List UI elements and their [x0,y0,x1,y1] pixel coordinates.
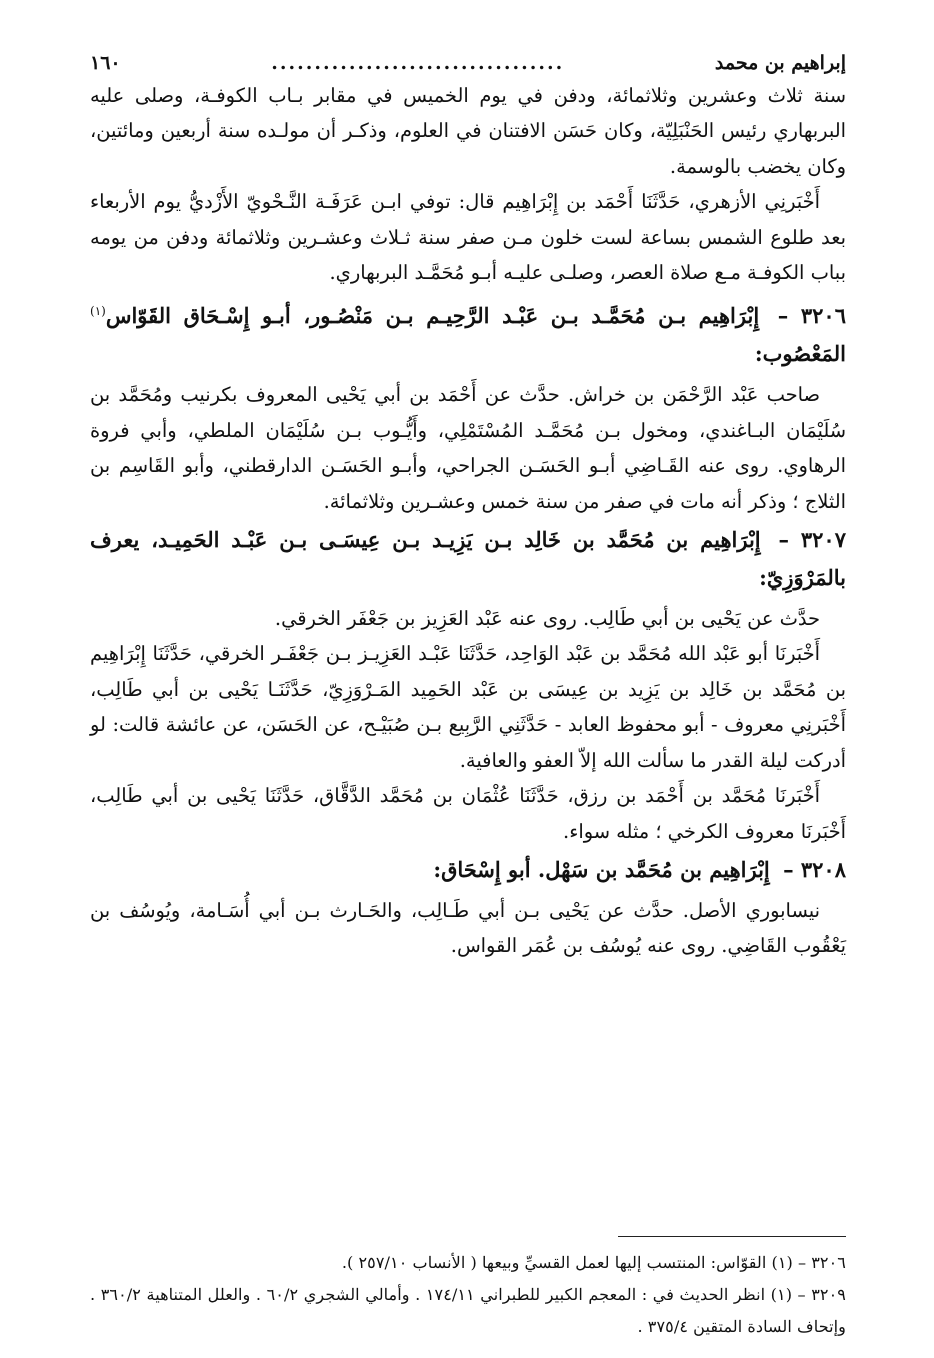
running-title: إبراهيم بن محمد [714,52,846,74]
entry-heading-3208 [90,851,846,889]
paragraph-continuation: سنة ثلاث وعشرين وثلاثمائة، ودفن في يوم الخميس في مقابر بـاب الكوفـة، وصلى عليه البربهاري رئيس الحَنْبَلِيّة، وكان حَسَن الافتنان في العلوم، وذكـر أن مولـده سنة أربعين ومائتين، وكان يخضب بالوسمة. [90,84,846,178]
page-number: ١٦٠ [90,52,121,74]
paragraph-report-azhari: أَخْبَرنِي الأزهري، حَدَّثَنَا أَحْمَد بن إِبْرَاهِيم قال: توفي ابـن عَرَفَـة النَّـحْويّ الأَزْديُّ يوم الأربعاء بعد طلوع الشمس بساعة لست خلون مـن صفر سنة ثـلاث وعشـرين وثلاثمائة ودفن من يومه بباب الكوفـة مـع صلاة العصر، وصلـى عليـه أبـو مُحَمَّـد البربهاري. [90,190,846,285]
entry-number: ٣٢٠٦ – [777,303,846,329]
footnote-ref: (١) [90,304,106,319]
paragraph-hadith-chain-2: أَخْبَرنَا مُحَمَّد بن أَحْمَد بن رزق، حَدَّثَنَا عُثْمَان بن مُحَمَّد الدَّقَّاق، حَدَّثَنَا يَحْيى بن أبي طَالِب، أَخْبَرنَا معروف الكرخي ؛ مثله سواء. [90,784,846,843]
running-header [90,48,846,78]
paragraph-hadith-chain: أَخْبَرنَا أبو عَبْد الله مُحَمَّد بن عَبْد الوَاحِد، حَدَّثَنَا عَبْـد العَزِيـز بـن جَعْفَـر الخرقي، حَدَّثَنَا إِبْرَاهِيم بن مُحَمَّد بن خَالِد بن يَزِيد بن عِيسَى بن عَبْد الحَمِيد المَـرْوَزِيّ، حَدَّثَنَـا يَحْيى بن أبي طَالِب، أَخْبَرنِي معروف - أبو محفوظ العابد - حَدَّثَنِي الرَّبِيع بـن صُبَيْـح، عن الحَسَن، عن عائشة قالت: لو أدركت ليلة القدر ما سألت الله إلاّ العفو والعافية. [90,642,846,772]
paragraph-entry-3208: نيسابوري الأصل. حدَّث عن يَحْيى بـن أبي طَـالِب، والحَـارث بـن أبي أُسَـامة، ويُوسُف بن يَعْقُوب القَاضِي. روى عنه يُوسُف بن عُمَر القواس. [90,898,846,958]
entry-heading-3207 [90,521,846,597]
footnote-3206: ٣٢٠٦ – (١) القوّاس: المنتسب إليها لعمل القسيِّ وبيعها ( الأنساب ٢٥٧/١٠ ). [341,1253,846,1272]
footnote-rule [618,1236,846,1237]
entry-title: إِبْرَاهِيم بن مُحَمَّد بن خَالِد بـن يَزِيـد بـن عِيسَـى بـن عَبْـد الحَمِيـد، يعرف بالمَرْوَزِيّ: [90,527,846,591]
book-page [90,48,846,964]
paragraph-entry-3206: صاحب عَبْد الرَّحْمَن بن خراش. حدَّث عن أَحْمَد بن أبي يَحْيى المعروف بكرنيب ومُحَمَّد بن سُلَيْمَان البـاغندي، ومخول بـن مُحَمَّـد المُسْتَمْلِي، وأَيُّـوب بـن سُلَيْمَان الملطي، وأبي فروة الرهاوي. روى عنه القَـاضِي أبـو الحَسَـن الجراحي، وأبـو الحَسَـن الدارقطني، وأبو القَاسِم بن الثلاج ؛ وذكر أنه مات في صفر من سنة خمس وعشـرين وثلاثمائة. [90,383,846,513]
entry-heading-3206 [90,292,846,373]
entry-title-end: المَعْصُوب: [754,341,846,367]
footnote-3209: ٣٢٠٩ – (١) انظر الحديث في : المعجم الكبير للطبراني ١٧٤/١١ . وأمالي الشجري ٦٠/٢ . والعلل المتناهية ٣٦٠/٢ . وإتحاف السادة المتقين ٣٧٥/٤ . [90,1285,846,1336]
leader-dots: .................................. [271,52,565,74]
paragraph-entry-3207: حدَّث عن يَحْيى بن أبي طَالِب. روى عنه عَبْد العَزِيز بن جَعْفَر الخرقي. [274,607,820,631]
footnotes-section [90,1236,846,1343]
entry-title: إِبْرَاهِيم بـن مُحَمَّـد بـن عَبْـد الرَّحِيـم بـن مَنْصُـور، أبـو إِسْـحَاق القَوّاس [105,303,760,329]
entry-number: ٣٢٠٧ – [778,527,846,553]
entry-number: ٣٢٠٨ – [783,856,846,882]
entry-title: إِبْرَاهِيم بن مُحَمَّد بن سَهْل. أبو إِسْحَاق: [433,856,770,882]
